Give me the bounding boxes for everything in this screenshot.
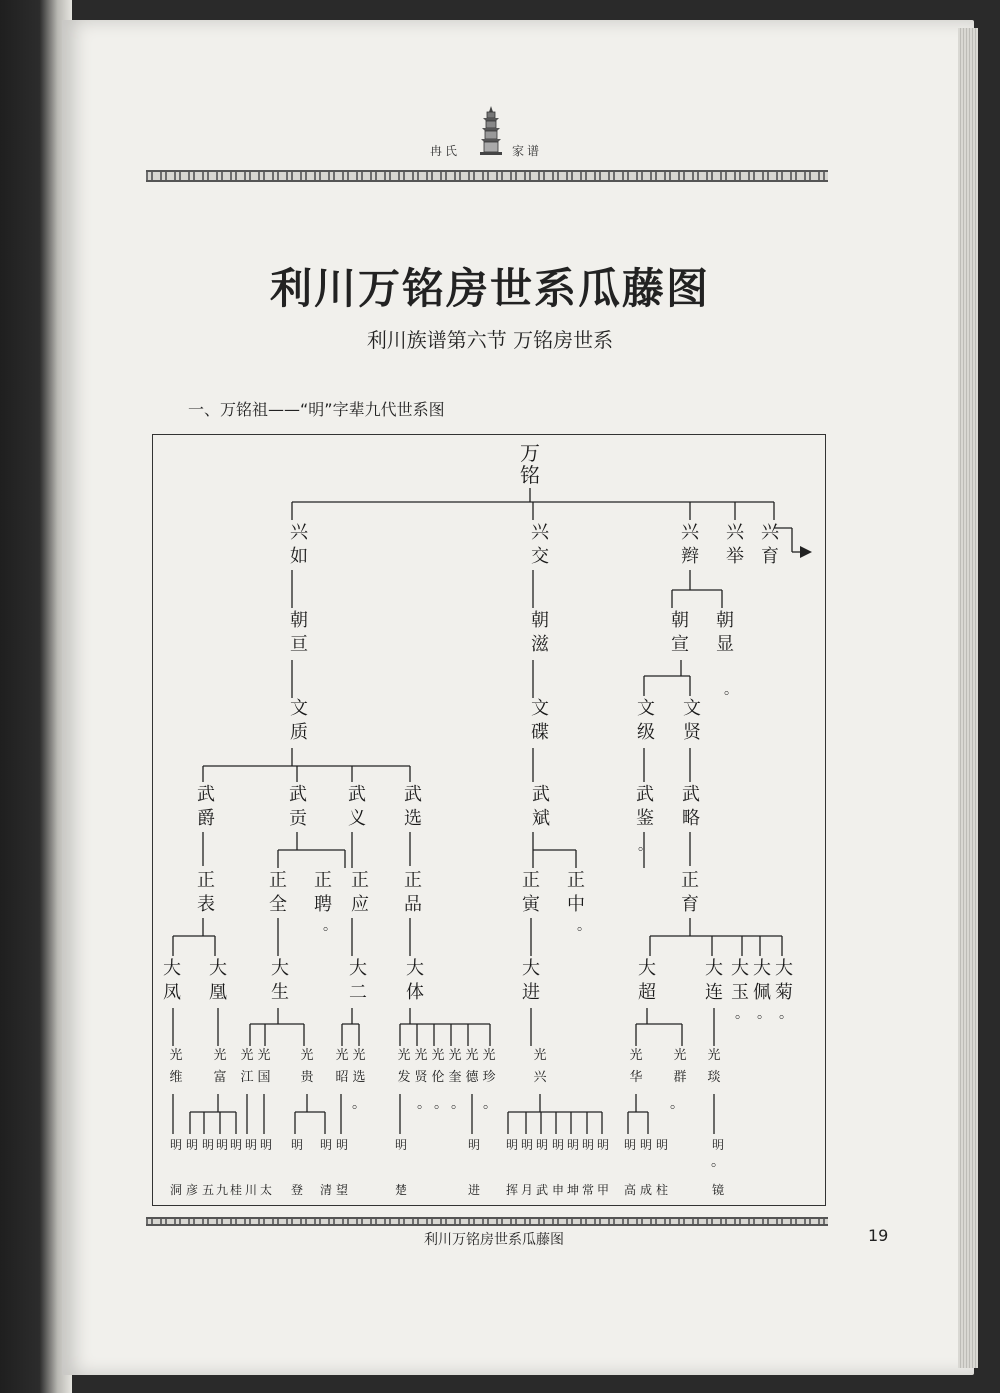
generation-9-prefix: 明 (290, 1138, 304, 1152)
generation-9-prefix: 明 (520, 1138, 534, 1152)
generation-9-name: 成 (639, 1183, 653, 1197)
generation-7-name: 凤 (163, 982, 181, 1003)
generation-7-name: 大 (163, 958, 181, 979)
generation-6-name: 应 (351, 894, 369, 915)
generation-8-name: 光 (465, 1048, 479, 1063)
generation-3-name: 朝 (290, 610, 308, 631)
generation-9-prefix: 明 (185, 1138, 199, 1152)
generation-7-name: 大 (271, 958, 289, 979)
generation-7-name: 菊 (775, 982, 793, 1003)
generation-8-name: 维 (169, 1070, 183, 1085)
generation-2-name: 兴 (726, 522, 744, 543)
generation-8-name: 光 (482, 1048, 496, 1063)
generation-2-name: 兴 (681, 522, 699, 543)
no-issue-mark: 。 (483, 1096, 497, 1112)
generation-8-name: 光 (240, 1048, 254, 1063)
generation-9-name: 太 (259, 1183, 273, 1197)
generation-9-name: 申 (551, 1183, 565, 1197)
generation-9-prefix: 明 (581, 1138, 595, 1152)
generation-9-prefix: 明 (229, 1138, 243, 1152)
generation-5-name: 武 (197, 784, 215, 805)
generation-6-name: 品 (404, 894, 422, 915)
generation-5-name: 贡 (289, 808, 307, 829)
generation-9-name: 挥 (505, 1183, 519, 1197)
generation-5-name: 武 (682, 784, 700, 805)
generation-8-name: 贤 (414, 1070, 428, 1085)
generation-5-name: 武 (532, 784, 550, 805)
generation-6-name: 寅 (522, 894, 540, 915)
generation-9-name: 洞 (169, 1183, 183, 1197)
generation-9-name: 川 (244, 1183, 258, 1197)
generation-7-name: 大 (209, 958, 227, 979)
generation-8-name: 珍 (482, 1070, 496, 1085)
generation-8-name: 光 (257, 1048, 271, 1063)
generation-2-name: 兴 (531, 522, 549, 543)
generation-9-prefix: 明 (394, 1138, 408, 1152)
no-issue-mark: 。 (434, 1096, 448, 1112)
generation-7-name: 大 (775, 958, 793, 979)
generation-3-name: 显 (716, 634, 734, 655)
generation-7-name: 佩 (753, 982, 771, 1003)
generation-7-name: 二 (349, 982, 367, 1003)
no-issue-mark: 。 (757, 1006, 771, 1022)
generation-8-name: 光 (448, 1048, 462, 1063)
generation-2-name: 举 (726, 546, 744, 567)
generation-8-name: 光 (300, 1048, 314, 1063)
generation-5-name: 义 (348, 808, 366, 829)
generation-8-name: 琰 (707, 1070, 721, 1085)
generation-2-name: 兴 (761, 522, 779, 543)
generation-8-name: 国 (257, 1070, 271, 1085)
generation-2-name: 兴 (290, 522, 308, 543)
generation-7-name: 玉 (731, 982, 749, 1003)
generation-9-name: 进 (467, 1183, 481, 1197)
no-issue-mark: 。 (417, 1096, 431, 1112)
generation-9-name: 望 (335, 1183, 349, 1197)
no-issue-mark: 。 (638, 838, 652, 854)
generation-8-name: 光 (431, 1048, 445, 1063)
generation-9-name: 武 (535, 1183, 549, 1197)
generation-7-name: 连 (705, 982, 723, 1003)
generation-2-name: 育 (761, 546, 779, 567)
generation-9-prefix: 明 (169, 1138, 183, 1152)
generation-8-name: 光 (673, 1048, 687, 1063)
generation-8-name: 江 (240, 1070, 254, 1085)
generation-7-name: 大 (705, 958, 723, 979)
generation-6-name: 育 (681, 894, 699, 915)
generation-8-name: 富 (213, 1070, 227, 1085)
page-subtitle: 利川族谱第六节 万铭房世系 (366, 328, 614, 352)
generation-8-name: 兴 (533, 1070, 547, 1085)
generation-3-name: 亘 (290, 634, 308, 655)
generation-9-name: 彦 (185, 1183, 199, 1197)
generation-9-name: 登 (290, 1183, 304, 1197)
generation-6-name: 正 (269, 870, 287, 891)
no-issue-mark: 。 (711, 1154, 725, 1170)
generation-7-name: 大 (753, 958, 771, 979)
generation-6-name: 正 (197, 870, 215, 891)
generation-8-name: 选 (352, 1070, 366, 1085)
generation-8-name: 光 (397, 1048, 411, 1063)
generation-9-prefix: 明 (505, 1138, 519, 1152)
no-issue-mark: 。 (724, 682, 738, 698)
generation-9-prefix: 明 (335, 1138, 349, 1152)
generation-9-prefix: 明 (596, 1138, 610, 1152)
generation-9-prefix: 明 (467, 1138, 481, 1152)
generation-7-name: 大 (731, 958, 749, 979)
generation-7-name: 生 (271, 982, 289, 1003)
generation-6-name: 正 (522, 870, 540, 891)
generation-9-name: 高 (623, 1183, 637, 1197)
generation-8-name: 光 (414, 1048, 428, 1063)
generation-8-name: 群 (673, 1070, 687, 1085)
generation-7-name: 大 (522, 958, 540, 979)
no-issue-mark: 。 (670, 1096, 684, 1112)
generation-7-name: 大 (349, 958, 367, 979)
header-right-text: 家谱 (512, 144, 543, 158)
generation-5-name: 选 (404, 808, 422, 829)
generation-6-name: 正 (681, 870, 699, 891)
generation-5-name: 武 (348, 784, 366, 805)
generation-5-name: 鉴 (636, 808, 654, 829)
no-issue-mark: 。 (779, 1006, 793, 1022)
generation-9-prefix: 明 (319, 1138, 333, 1152)
generation-4-name: 文 (531, 698, 549, 719)
generation-4-name: 文 (637, 698, 655, 719)
root-name: 铭 (520, 463, 540, 487)
generation-2-name: 交 (531, 546, 549, 567)
generation-3-name: 朝 (531, 610, 549, 631)
generation-9-prefix: 明 (566, 1138, 580, 1152)
generation-8-name: 伦 (431, 1070, 445, 1085)
generation-9-prefix: 明 (711, 1138, 725, 1152)
no-issue-mark: 。 (451, 1096, 465, 1112)
generation-9-name: 坤 (566, 1183, 580, 1197)
generation-8-name: 贵 (300, 1070, 314, 1085)
generation-9-prefix: 明 (623, 1138, 637, 1152)
generation-9-prefix: 明 (259, 1138, 273, 1152)
generation-8-name: 光 (335, 1048, 349, 1063)
generation-3-name: 宣 (671, 634, 689, 655)
generation-9-name: 甲 (596, 1183, 610, 1197)
generation-6-name: 聘 (314, 894, 332, 915)
generation-3-name: 朝 (671, 610, 689, 631)
generation-9-prefix: 明 (655, 1138, 669, 1152)
generation-8-name: 昭 (335, 1070, 349, 1085)
generation-4-name: 碟 (531, 722, 549, 743)
generation-8-name: 光 (352, 1048, 366, 1063)
generation-7-name: 大 (406, 958, 424, 979)
generation-3-name: 滋 (531, 634, 549, 655)
generation-8-name: 光 (213, 1048, 227, 1063)
generation-7-name: 体 (406, 982, 424, 1003)
generation-4-name: 文 (290, 698, 308, 719)
generation-9-name: 五 (201, 1183, 215, 1197)
generation-5-name: 武 (289, 784, 307, 805)
generation-8-name: 光 (169, 1048, 183, 1063)
decorative-border-bottom (146, 1217, 828, 1226)
no-issue-mark: 。 (352, 1096, 366, 1112)
no-issue-mark: 。 (577, 918, 591, 934)
generation-3-name: 朝 (716, 610, 734, 631)
generation-5-name: 武 (636, 784, 654, 805)
page-title: 利川万铭房世系瓜藤图 (269, 264, 710, 313)
generation-9-prefix: 明 (244, 1138, 258, 1152)
generation-6-name: 表 (197, 894, 215, 915)
generation-6-name: 中 (567, 894, 585, 915)
no-issue-mark: 。 (735, 1006, 749, 1022)
generation-4-name: 级 (637, 722, 655, 743)
generation-5-name: 斌 (532, 808, 550, 829)
generation-9-prefix: 明 (535, 1138, 549, 1152)
generation-9-name: 楚 (394, 1183, 408, 1197)
generation-7-name: 凰 (209, 982, 227, 1003)
generation-6-name: 正 (567, 870, 585, 891)
generation-9-name: 清 (319, 1183, 333, 1197)
generation-9-name: 月 (520, 1183, 534, 1197)
page-number: 19 (868, 1226, 889, 1245)
generation-4-name: 文 (683, 698, 701, 719)
generation-8-name: 光 (707, 1048, 721, 1063)
generation-8-name: 奎 (448, 1070, 462, 1085)
generation-7-name: 超 (638, 982, 656, 1003)
generation-9-name: 常 (581, 1183, 595, 1197)
generation-2-name: 如 (290, 546, 308, 567)
generation-8-name: 发 (397, 1070, 411, 1085)
generation-6-name: 正 (404, 870, 422, 891)
footer-caption: 利川万铭房世系瓜藤图 (424, 1232, 564, 1248)
header-left-text: 冉氏 (430, 144, 461, 158)
generation-7-name: 进 (522, 982, 540, 1003)
root-name: 万 (520, 441, 540, 465)
generation-5-name: 爵 (197, 808, 215, 829)
generation-6-name: 正 (351, 870, 369, 891)
generation-8-name: 华 (629, 1070, 643, 1085)
generation-9-prefix: 明 (639, 1138, 653, 1152)
generation-2-name: 辫 (681, 546, 699, 567)
arrow-right-icon (800, 546, 812, 558)
generation-9-name: 柱 (655, 1183, 669, 1197)
generation-9-name: 镜 (711, 1183, 725, 1197)
generation-8-name: 德 (465, 1070, 479, 1085)
section-title: 一、万铭祖——“明”字辈九代世系图 (188, 400, 445, 419)
generation-9-prefix: 明 (551, 1138, 565, 1152)
generation-5-name: 武 (404, 784, 422, 805)
generation-6-name: 全 (269, 894, 287, 915)
generation-4-name: 贤 (683, 722, 701, 743)
generation-9-prefix: 明 (215, 1138, 229, 1152)
generation-7-name: 大 (638, 958, 656, 979)
generation-5-name: 略 (682, 808, 700, 829)
generation-9-prefix: 明 (201, 1138, 215, 1152)
generation-9-name: 桂 (229, 1183, 243, 1197)
generation-8-name: 光 (629, 1048, 643, 1063)
generation-6-name: 正 (314, 870, 332, 891)
generation-9-name: 九 (215, 1183, 229, 1197)
generation-4-name: 质 (290, 722, 308, 743)
generation-8-name: 光 (533, 1048, 547, 1063)
no-issue-mark: 。 (323, 918, 337, 934)
